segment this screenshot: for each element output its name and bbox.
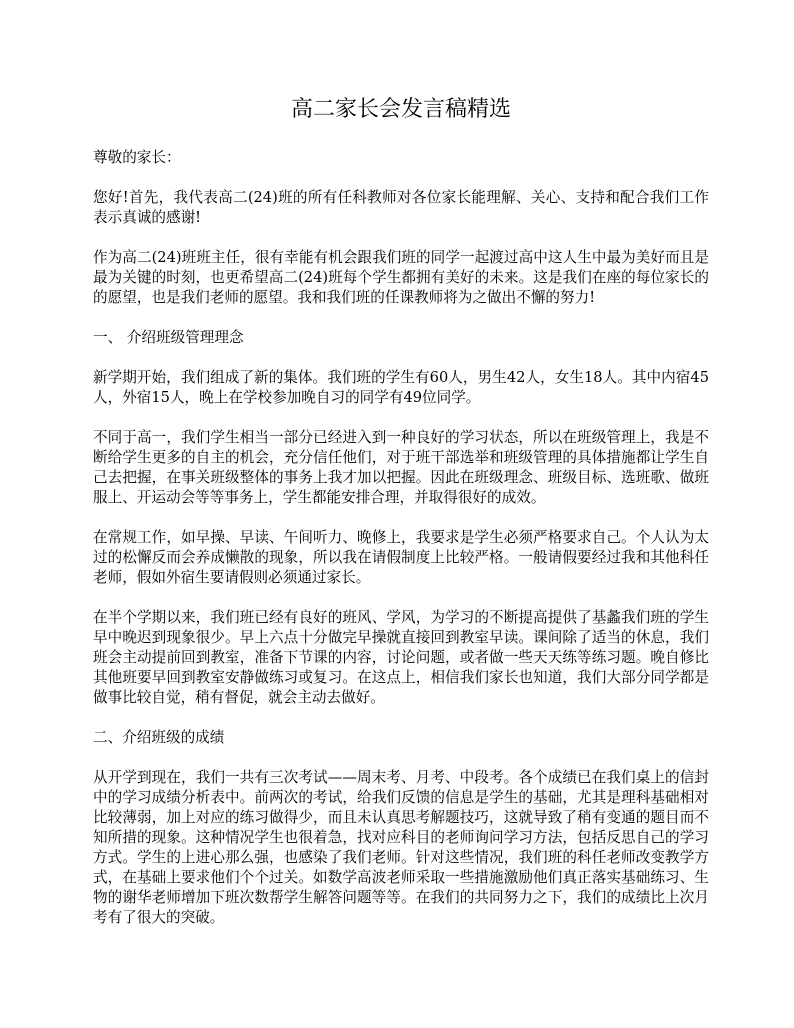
document-page bbox=[93, 96, 709, 948]
paragraph-autonomy: 不同于高一，我们学生相当一部分已经进入到一种良好的学习状态，所以在班级管理上，我是不断给学生更多的自主的机会，充分信任他们，对于班干部选举和班级管理的具体措施都让学生自己去把握，在事关班级整体的事务上我才加以把握。因此在班级理念、班级目标、选班歌、做班服上、开运动会等等事务上，学生都能安排合理，并取得很好的成效。 bbox=[93, 429, 709, 506]
paragraph-routine: 在常规工作，如早操、早读、午间听力、晚修上，我要求是学生必须严格要求自己。个人认为太过的松懈反而会养成懒散的现象，所以我在请假制度上比较严格。一般请假要经过我和其他科任老师，假如外宿生要请假则必须通过家长。 bbox=[93, 529, 709, 586]
greeting: 尊敬的家长： bbox=[93, 149, 181, 166]
paragraph-class-spirit: 在半个学期以来，我们班已经有良好的班风、学风，为学习的不断提高提供了基蠡我们班的学生早中晚迟到现象很少。早上六点十分做完早操就直接回到教室早读。课间除了适当的休息，我们班会主动提前回到教室，准备下节课的内容，讨论问题，或者做一些天天练等练习题。晚自修比其他班要早回到教室安静做练习或复习。在这点上，相信我们家长也知道，我们大部分同学都是做事比较自觉，稍有督促，就会主动去做好。 bbox=[93, 609, 709, 706]
paragraph-intro: 作为高二(24)班班主任，很有幸能有机会跟我们班的同学一起渡过高中这人生中最为美好而且是最为关键的时刻，也更希望高二(24)班每个学生都拥有美好的未来。这是我们在座的每位家长的的愿望，也是我们老师的愿望。我和我们班的任课教师将为之做出不懈的努力! bbox=[93, 249, 709, 306]
section-heading-results: 二、介绍班级的成绩 bbox=[93, 729, 225, 746]
section-heading-management: 一、 介绍班级管理理念 bbox=[93, 329, 244, 346]
paragraph-exam-results: 从开学到现在，我们一共有三次考试——周末考、月考、中段考。各个成绩已在我们桌上的信封中的学习成绩分析表中。前两次的考试，给我们反馈的信息是学生的基础，尤其是理科基础相对比较薄弱，加上对应的练习做得少，而且未认真思考解题技巧，这就导致了稍有变通的题目而不知所措的现象。这种情况学生也很着急，找对应科目的老师询问学习方法，包括反思自己的学习方式。学生的上进心那么强，也感染了我们老师。针对这些情况，我们班的科任老师改变教学方式，在基础上要求他们个个过关。如数学高波老师采取一些措施激励他们真正落实基础练习、生物的谢华老师增加下班次数帮学生解答问题等等。在我们的共同努力之下，我们的成绩比上次月考有了很大的突破。 bbox=[93, 769, 709, 926]
paragraph-thanks: 您好!首先，我代表高二(24)班的所有任科教师对各位家长能理解、关心、支持和配合我们工作表示真诚的感谢! bbox=[93, 189, 709, 226]
paragraph-class-size: 新学期开始，我们组成了新的集体。我们班的学生有60人，男生42人，女生18人。其中内宿45人，外宿15人，晚上在学校参加晚自习的同学有49位同学。 bbox=[93, 369, 709, 406]
document-title: 高二家长会发言稿精选 bbox=[290, 97, 511, 122]
